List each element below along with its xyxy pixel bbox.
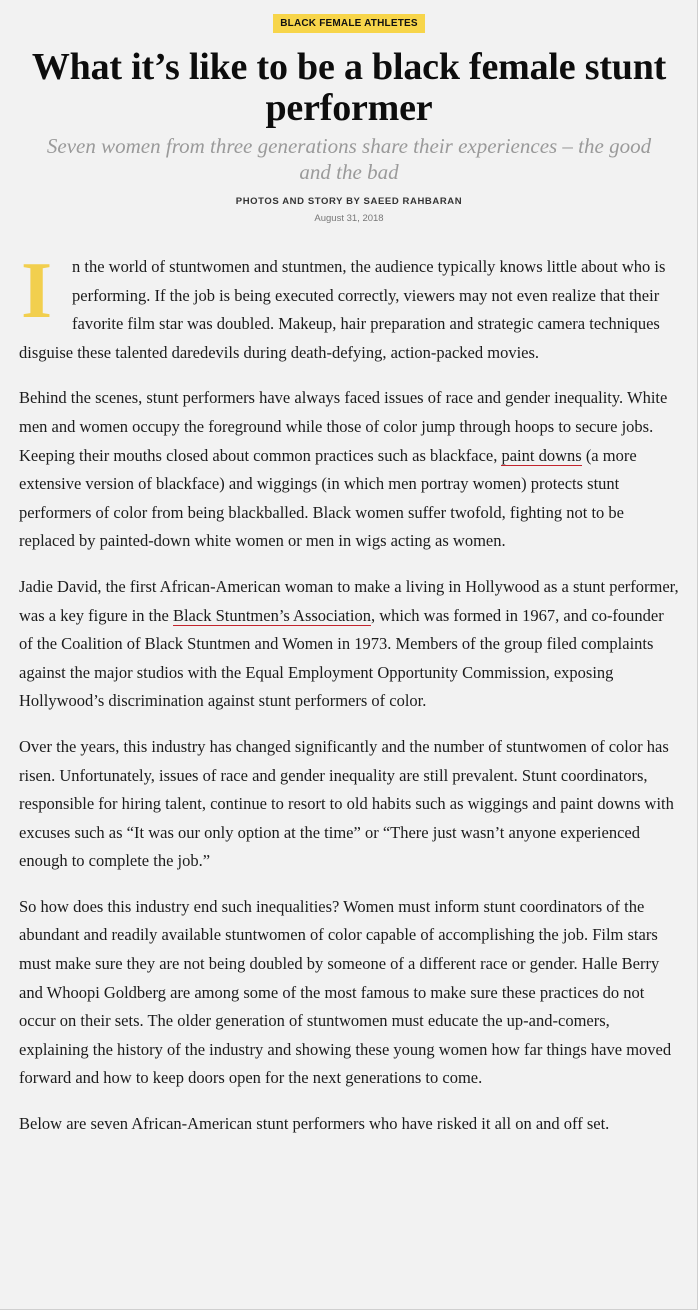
paragraph-3-text-before: Jadie David, the first African-American woman to make a living in Hollywood as a stunt performer, was a key figure in the — [19, 576, 679, 625]
paragraph-1 — [19, 247, 681, 367]
paragraph-3-text-after: , which was formed in 1967, and co-founder of the Coalition of Black Stuntmen and Women in 1973. Members of the group filed complaints against the major studios with the Equal Employment Opportunity Commission, exposing Hollywood’s discrimination against stunt performers of color. — [19, 605, 664, 711]
category-tag-container — [0, 13, 698, 33]
article-byline: PHOTOS AND STORY BY SAEED RAHBARAN — [235, 196, 463, 207]
paint-downs-link[interactable]: paint downs — [501, 445, 582, 465]
paragraph-2-text-before: Behind the scenes, stunt performers have always faced issues of race and gender inequality. White men and women occupy the foreground while those of color jump through hoops to secure jobs. Keeping their mouths closed about common practices such as blackface, — [19, 388, 668, 465]
publish-date: August 31, 2018 — [314, 213, 384, 224]
category-tag-link[interactable]: BLACK FEMALE ATHLETES — [273, 14, 425, 33]
paragraph-5: So how does this industry end such inequalities? Women must inform stunt coordinators of the abundant and readily available stuntwomen of color capable of accomplishing the job. Film stars must make sure they are not being doubled by someone of a different race or gender. Halle Berry and Whoopi Goldberg are among some of the most famous to make sure these practices do not occur on their sets. The older generation of stuntwomen must educate the up-and-comers, explaining the history of the industry and showing these young women how far things have moved forward and how to keep doors open for the next generations to come. — [19, 896, 672, 1088]
article-body — [19, 247, 681, 1156]
black-stuntmens-association-link[interactable]: Black Stuntmen’s Association — [172, 605, 371, 625]
paragraph-6: Below are seven African-American stunt performers who have risked it all on and off set. — [19, 1114, 610, 1134]
paragraph-3 — [19, 573, 681, 716]
paragraph-2-text-after: (a more extensive version of blackface) and wiggings (in which men portray women) protects stunt performers of color from being blackballed. Black women suffer twofold, fighting not to be replaced by painted-down white women or men in wigs acting as women. — [19, 445, 637, 551]
paragraph-1-text: n the world of stuntwomen and stuntmen, the audience typically knows little about who is performing. If the job is being executed correctly, viewers may not even realize that their favorite film star was doubled. Makeup, hair preparation and strategic camera techniques disguise these talented daredevils during death-defying, action-packed movies. — [19, 257, 666, 362]
paragraph-2 — [19, 384, 681, 556]
article-title: What it’s like to be a black female stunt performer — [31, 46, 667, 129]
drop-cap: I — [21, 247, 53, 335]
article-subtitle: Seven women from three generations share their experiences – the good and the bad — [46, 134, 652, 184]
paragraph-4: Over the years, this industry has changed significantly and the number of stuntwomen of color has risen. Unfortunately, issues of race and gender inequality are still prevalent. Stunt coordinators, responsible for hiring talent, continue to resort to old habits such as wiggings and paint downs with excuses such as “It was our only option at the time” or “There just wasn’t anyone experienced enough to complete the job.” — [19, 736, 674, 871]
